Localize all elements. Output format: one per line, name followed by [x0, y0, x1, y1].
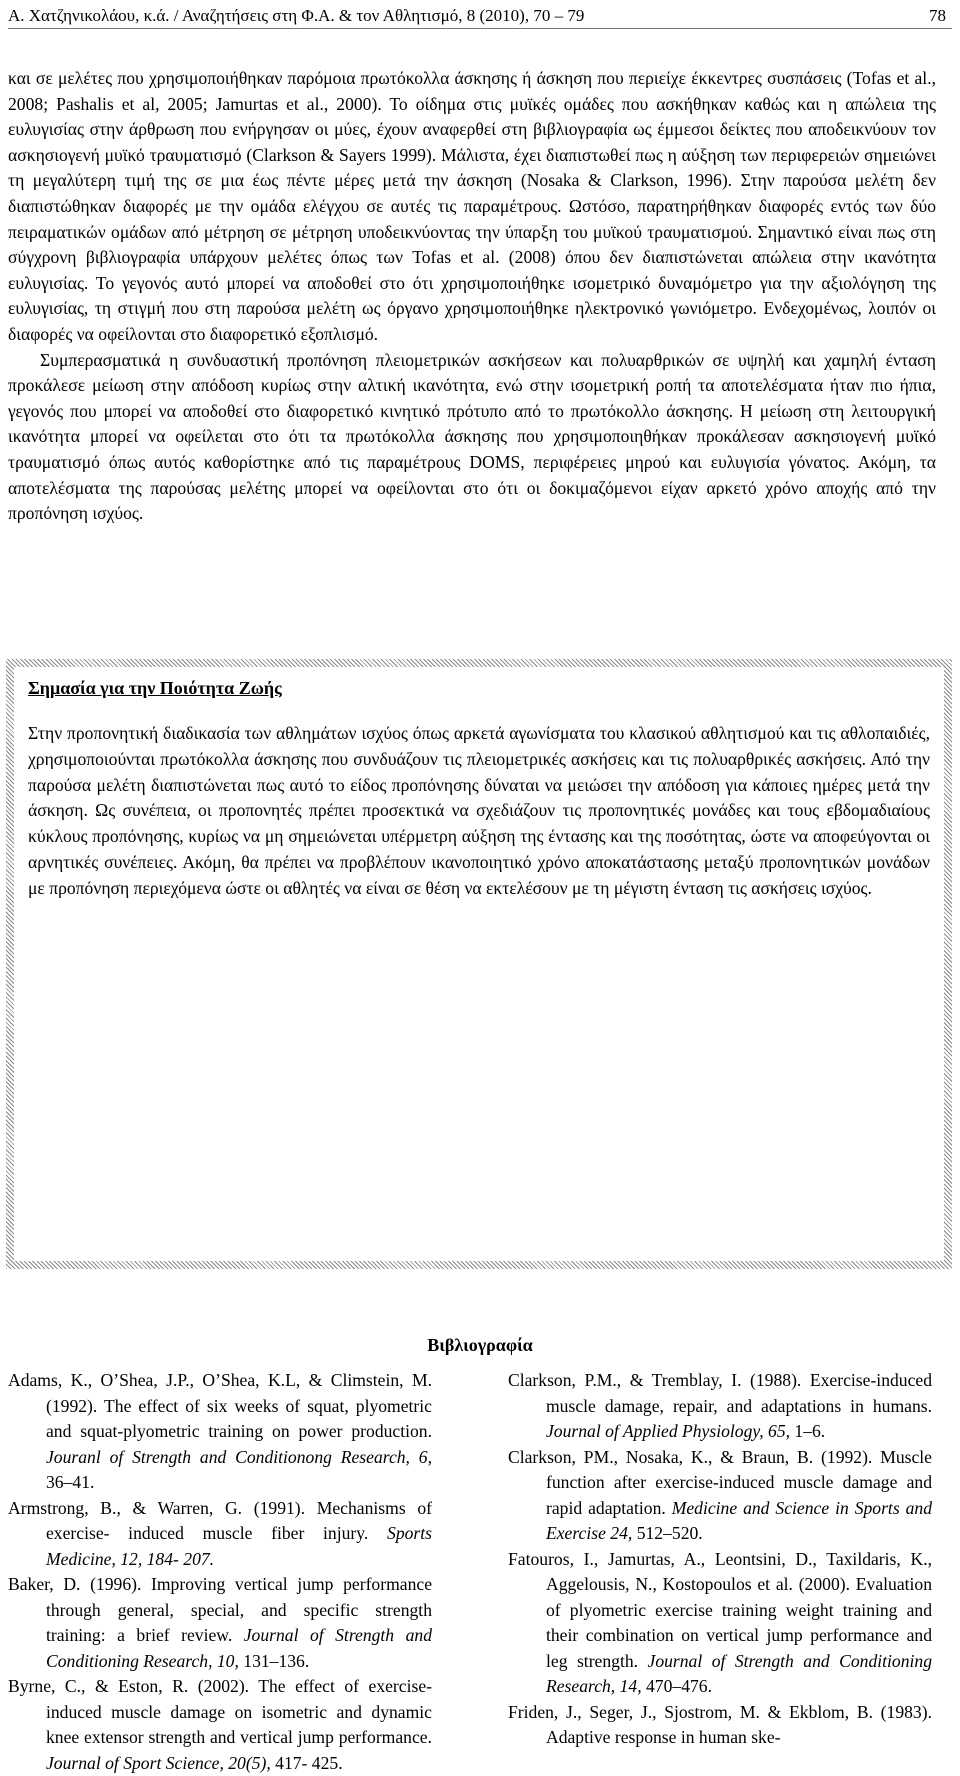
reference-item: Armstrong, B., & Warren, G. (1991). Mechanisms of exercise- induced muscle fiber injury. Sports Medicine, 12, 184- 207. [8, 1497, 432, 1569]
page-number: 78 [929, 6, 946, 25]
reference-item: Adams, K., O’Shea, J.P., O’Shea, K.L, & Climstein, M. (1992). The effect of six weeks of squat, plyometric and squat-plyometric training on power production. Jouranl of Strength and Conditionong Research, 6, 36–41. [8, 1370, 432, 1492]
paragraph-1: και σε μελέτες που χρησιμοποιήθηκαν παρόμοια πρωτόκολλα άσκησης ή άσκηση που περιείχε έκκεντρες συσπάσεις (Tofas et al., 2008; Pashalis et al, 2005; Jamurtas et al., 2000). Το οίδημα στις μυϊκές ομάδες που ασκήθηκαν καθώς και η απώλεια της ευλυγισίας στην άρθρωση που ενήργησαν οι μύες, έχουν αναφερθεί στη βιβλιογραφία ως έμμεσοι δείκτες που αποδεικνύουν τον ασκησιογενή μυϊκό τραυματισμό (Clarkson & Sayers 1999). Μάλιστα, έχει διαπιστωθεί πως η αύξηση των περιφερειών σημειώνει τη μεγαλύτερη τιμή της σε μια έως πέντε μέρες μετά την άσκηση (Nosaka & Clarkson, 1996). Στην παρούσα μελέτη δεν διαπιστώθηκαν διαφορές με την ομάδα ελέγχου σε αυτές τις παραμέτρους. Ωστόσο, παρατηρήθηκαν διαφορές εντός των δύο πειραματικών ομάδων από μέτρηση σε μέτρηση υποδεικνύοντας την ύπαρξη του μυϊκού τραυματισμού. Σημαντικό είναι πως στη σύγχρονη βιβλιογραφία υπάρχουν μελέτες όπως των Tofas et al. (2008) όπου δεν διαπιστώνεται απώλεια στην ικανότητα ευλυγισίας. Το γεγονός αυτό μπορεί να αποδοθεί στο ότι χρησιμοποιήθηκε ισομετρικό δυναμόμετρο για την αξιολόγηση της ευλυγισίας, τη στιγμή που στη παρούσα μελέτη ως όργανο χρησιμοποιήθηκε ηλεκτρονικό γωνιόμετρο. Ενδεχομένως, λοιπόν οι διαφορές να οφείλονται στο διαφορετικό εξοπλισμό. [8, 68, 936, 344]
reference-item: Baker, D. (1996). Improving vertical jump performance through general, special, and specific strength training: a brief review. Journal of Strength and Conditioning Research, 10, 131–136. [8, 1574, 432, 1671]
reference-item: Clarkson, P.M., & Tremblay, I. (1988). Exercise-induced muscle damage, repair, and adaptations in humans. Journal of Applied Physiology, 65, 1–6. [508, 1370, 932, 1441]
main-text [8, 66, 936, 527]
box-title: Σημασία για την Ποιότητα Ζωής [28, 678, 282, 698]
box-text: Στην προπονητική διαδικασία των αθλημάτων ισχύος όπως αρκετά αγωνίσματα του κλασικού αθλητισμού και τις αθλοπαιδιές, χρησιμοποιούνται πρωτόκολλα άσκησης που συνδυάζουν τις πλειομετρικές ασκήσεις και τις πολυαρθρικές ασκήσεις. Από την παρούσα μελέτη διαπιστώνεται πως αυτό το είδος προπόνησης δύναται να μειώσει την απόδοση για κάποιες ημέρες μετά την άσκηση. Ως συνέπεια, οι προπονητές πρέπει προσεκτικά να σχεδιάζουν τις προπονητικές μονάδες και τους εβδομαδιαίους κύκλους προπόνησης, κυρίως να μη σημειώνεται υπέρμετρη αύξηση της έντασης και της ποσότητας, ώστε να αποφεύγονται οι αρνητικές συνέπειες. Ακόμη, θα πρέπει να προβλέπουν ικανοποιητικό χρόνο αποκατάστασης μεταξύ προπονητικών μονάδων με προπόνηση περιεχόμενα ώστε οι αθλητές να είναι σε θέση να εκτελέσουν με τη μέγιστη ένταση τις ασκήσεις ισχύος. [28, 723, 930, 898]
reference-item: Fatouros, I., Jamurtas, A., Leontsini, D., Taxildaris, K., Aggelousis, N., Kostopoulos et al. (2000). Evaluation of plyometric exercise training weight training and their combination on vertical jump performance and leg strength. Journal of Strength and Conditioning Research, 14, 470–476. [508, 1548, 933, 1696]
header-citation: Α. Χατζηνικολάου, κ.ά. / Αναζητήσεις στη Φ.Α. & τον Αθλητισμό, 8 (2010), 70 – 79 [8, 6, 585, 25]
references-title: Βιβλιογραφία [427, 1335, 533, 1355]
references-left-column [8, 1368, 432, 1776]
reference-item: Clarkson, PM., Nosaka, K., & Braun, B. (1992). Muscle function after exercise-induced muscle damage and rapid adaptation. Medicine and Science in Sports and Exercise 24, 512–520. [508, 1446, 932, 1543]
references-right-column [508, 1368, 932, 1751]
box-content [14, 667, 944, 1261]
quality-of-life-box [6, 659, 952, 1269]
paragraph-2: Συμπερασματικά η συνδυαστική προπόνηση πλειομετρικών ασκήσεων και πολυαρθρικών σε υψηλή και χαμηλή ένταση προκάλεσε μείωση στην απόδοση κυρίως στην αλτική ικανότητα, ενώ στην ισομετρική ροπή τα αποτελέσματα ήταν πιο ήπια, γεγονός που μπορεί να αποδοθεί στο διαφορετικό κινητικό πρότυπο από το πρωτόκολλο άσκησης. Η μείωση στη λειτουργική ικανότητα μπορεί να οφείλεται στο ότι τα πρωτόκολλα άσκησης που χρησιμοποιηθήκαν προκάλεσαν ασκησιογενή μυϊκό τραυματισμό όπως αυτός καθορίστηκε από τις παραμέτρους DOMS, περιφέρειες μηρού και ευλυγισία γόνατος. Ακόμη, τα αποτελέσματα της παρούσας μελέτης μπορεί να οφείλονται στο ότι οι δοκιμαζόμενοι είχαν αρκετό χρόνο αποχής από την προπόνηση ισχύος. [8, 349, 936, 524]
reference-item: Friden, J., Seger, J., Sjostrom, M. & Ekblom, B. (1983). Adaptive response in human ske- [508, 1701, 932, 1747]
running-header [8, 4, 952, 29]
reference-item: Byrne, C., & Eston, R. (2002). The effect of exercise- induced muscle damage on isometric and dynamic knee extensor strength and vertical jump performance. Journal of Sport Science, 20(5), 417- 425. [8, 1676, 432, 1773]
